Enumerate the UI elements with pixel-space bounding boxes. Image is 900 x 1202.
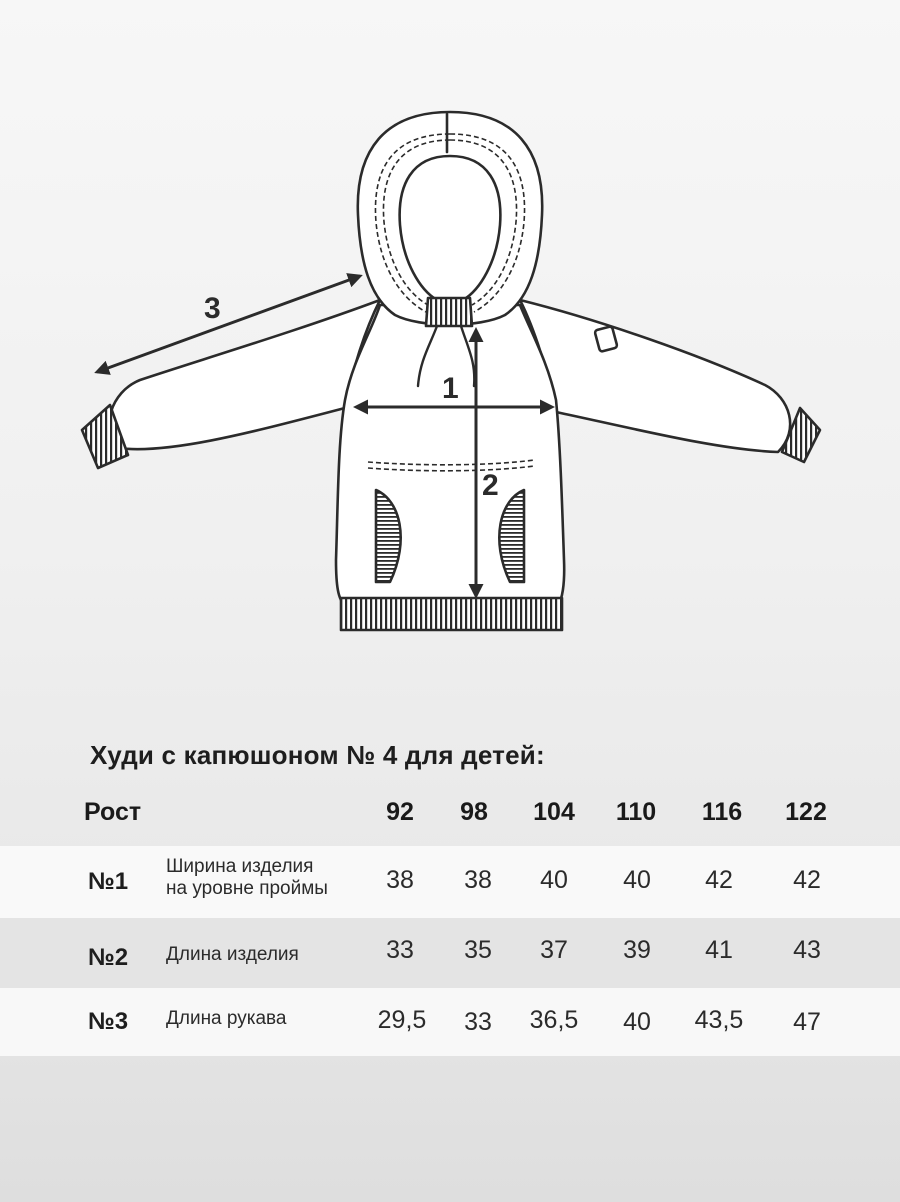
table-cell: 29,5 [377, 1006, 427, 1034]
table-cell: 40 [623, 866, 651, 894]
header-label: Рост [84, 798, 142, 826]
row-desc-line: Ширина изделия [166, 856, 314, 877]
table-title: Худи с капюшоном № 4 для детей: [90, 740, 545, 770]
label-sleeve: 3 [204, 292, 221, 325]
table-cell: 40 [540, 866, 568, 894]
label-length: 2 [482, 469, 499, 502]
table-cell: 39 [623, 936, 651, 964]
table-cell: 38 [386, 866, 414, 894]
row-desc-line: на уровне проймы [166, 878, 328, 899]
table-cell: 37 [540, 936, 568, 964]
height-col: 122 [785, 798, 827, 826]
table-cell: 33 [386, 936, 414, 964]
neck-rib [426, 298, 472, 326]
table-row [0, 846, 900, 918]
table-cell: 41 [705, 936, 733, 964]
table-cell: 43 [793, 936, 821, 964]
table-cell: 42 [793, 866, 821, 894]
sleeve-tab [594, 326, 617, 352]
row-description [166, 944, 299, 966]
row-description [166, 856, 328, 900]
right-sleeve [520, 300, 790, 452]
row-number: №1 [88, 868, 129, 895]
row-number: №3 [88, 1008, 129, 1035]
waistband [341, 598, 562, 630]
row-desc-line: Длина рукава [166, 1008, 287, 1029]
row-description [166, 1008, 287, 1030]
row-number: №2 [88, 944, 129, 971]
table-row [0, 918, 900, 988]
table-cell: 35 [464, 936, 492, 964]
height-col: 104 [533, 798, 575, 826]
row-desc-line: Длина изделия [166, 944, 299, 965]
left-sleeve [109, 300, 380, 449]
height-col: 116 [701, 798, 743, 826]
table-cell: 36,5 [529, 1006, 579, 1034]
height-col: 110 [615, 798, 657, 826]
height-col: 98 [460, 798, 488, 826]
height-col: 92 [386, 798, 414, 826]
label-width: 1 [442, 372, 459, 405]
table-cell: 42 [705, 866, 733, 894]
table-cell: 43,5 [694, 1006, 744, 1034]
table-cell: 40 [623, 1008, 651, 1036]
table-cell: 33 [464, 1008, 492, 1036]
header-row [0, 794, 900, 834]
table-row [0, 988, 900, 1056]
table-cell: 47 [793, 1008, 821, 1036]
body [336, 305, 564, 605]
table-cell: 38 [464, 866, 492, 894]
